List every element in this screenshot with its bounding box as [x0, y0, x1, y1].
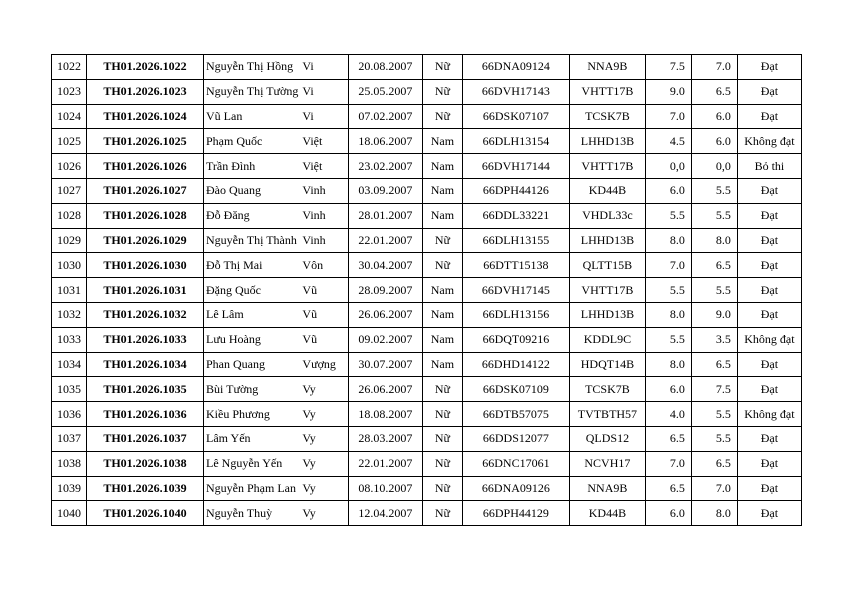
last-middle-name-cell: Phan Quang	[204, 352, 301, 377]
table-row	[52, 203, 802, 228]
score-1-cell: 6.0	[645, 377, 691, 402]
result-cell: Đạt	[737, 302, 801, 327]
first-name-cell: Vượng	[300, 352, 348, 377]
result-cell: Đạt	[737, 476, 801, 501]
row-number-cell: 1035	[52, 377, 87, 402]
row-number-cell: 1025	[52, 129, 87, 154]
score-1-cell: 5.5	[645, 203, 691, 228]
score-1-cell: 8.0	[645, 302, 691, 327]
result-cell: Đạt	[737, 352, 801, 377]
gender-cell: Nữ	[422, 476, 462, 501]
last-middle-name-cell: Lê Nguyễn Yến	[204, 451, 301, 476]
score-2-cell: 6.5	[691, 352, 737, 377]
row-number-cell: 1026	[52, 154, 87, 179]
result-cell: Bỏ thi	[737, 154, 801, 179]
result-cell: Đạt	[737, 426, 801, 451]
table-row	[52, 129, 802, 154]
row-number-cell: 1031	[52, 278, 87, 303]
row-number-cell: 1029	[52, 228, 87, 253]
row-number-cell: 1022	[52, 55, 87, 80]
gender-cell: Nữ	[422, 377, 462, 402]
candidate-id-cell: TH01.2026.1022	[87, 55, 204, 80]
score-2-cell: 5.5	[691, 203, 737, 228]
result-cell: Đạt	[737, 55, 801, 80]
candidate-id-cell: TH01.2026.1024	[87, 104, 204, 129]
last-middle-name-cell: Trần Đình	[204, 154, 301, 179]
date-of-birth-cell: 12.04.2007	[348, 501, 422, 526]
result-cell: Đạt	[737, 253, 801, 278]
result-cell: Không đạt	[737, 327, 801, 352]
last-middle-name-cell: Đào Quang	[204, 178, 301, 203]
score-2-cell: 8.0	[691, 501, 737, 526]
student-code-cell: 66DVH17145	[462, 278, 569, 303]
result-cell: Đạt	[737, 451, 801, 476]
first-name-cell: Vy	[300, 451, 348, 476]
gender-cell: Nữ	[422, 451, 462, 476]
candidate-id-cell: TH01.2026.1034	[87, 352, 204, 377]
result-cell: Không đạt	[737, 129, 801, 154]
first-name-cell: Việt	[300, 129, 348, 154]
table-row	[52, 278, 802, 303]
gender-cell: Nữ	[422, 79, 462, 104]
row-number-cell: 1036	[52, 402, 87, 427]
candidate-id-cell: TH01.2026.1023	[87, 79, 204, 104]
gender-cell: Nữ	[422, 253, 462, 278]
score-2-cell: 7.5	[691, 377, 737, 402]
date-of-birth-cell: 22.01.2007	[348, 451, 422, 476]
table-row	[52, 352, 802, 377]
gender-cell: Nữ	[422, 104, 462, 129]
score-1-cell: 8.0	[645, 352, 691, 377]
gender-cell: Nam	[422, 352, 462, 377]
student-code-cell: 66DTB57075	[462, 402, 569, 427]
gender-cell: Nam	[422, 302, 462, 327]
table-row	[52, 451, 802, 476]
score-1-cell: 7.5	[645, 55, 691, 80]
date-of-birth-cell: 08.10.2007	[348, 476, 422, 501]
table-row	[52, 302, 802, 327]
score-1-cell: 5.5	[645, 278, 691, 303]
result-cell: Đạt	[737, 104, 801, 129]
row-number-cell: 1027	[52, 178, 87, 203]
student-code-cell: 66DLH13156	[462, 302, 569, 327]
first-name-cell: Vi	[300, 79, 348, 104]
result-cell: Đạt	[737, 203, 801, 228]
last-middle-name-cell: Nguyễn Thị Hồng	[204, 55, 301, 80]
student-code-cell: 66DPH44129	[462, 501, 569, 526]
score-2-cell: 5.5	[691, 426, 737, 451]
date-of-birth-cell: 26.06.2007	[348, 302, 422, 327]
first-name-cell: Vôn	[300, 253, 348, 278]
student-code-cell: 66DLH13155	[462, 228, 569, 253]
gender-cell: Nữ	[422, 228, 462, 253]
student-code-cell: 66DDS12077	[462, 426, 569, 451]
row-number-cell: 1032	[52, 302, 87, 327]
score-1-cell: 6.5	[645, 426, 691, 451]
table-row	[52, 253, 802, 278]
date-of-birth-cell: 28.09.2007	[348, 278, 422, 303]
candidate-id-cell: TH01.2026.1027	[87, 178, 204, 203]
score-2-cell: 6.5	[691, 253, 737, 278]
result-cell: Đạt	[737, 501, 801, 526]
table-row	[52, 402, 802, 427]
score-2-cell: 0,0	[691, 154, 737, 179]
table-row	[52, 104, 802, 129]
last-middle-name-cell: Vũ Lan	[204, 104, 301, 129]
candidate-id-cell: TH01.2026.1032	[87, 302, 204, 327]
table-row	[52, 178, 802, 203]
class-code-cell: LHHD13B	[569, 228, 645, 253]
first-name-cell: Vi	[300, 55, 348, 80]
candidate-id-cell: TH01.2026.1026	[87, 154, 204, 179]
date-of-birth-cell: 09.02.2007	[348, 327, 422, 352]
last-middle-name-cell: Bùi Tường	[204, 377, 301, 402]
score-2-cell: 7.0	[691, 55, 737, 80]
table-row	[52, 501, 802, 526]
student-code-cell: 66DQT09216	[462, 327, 569, 352]
first-name-cell: Vy	[300, 501, 348, 526]
student-code-cell: 66DVH17144	[462, 154, 569, 179]
student-code-cell: 66DTT15138	[462, 253, 569, 278]
candidate-id-cell: TH01.2026.1036	[87, 402, 204, 427]
first-name-cell: Vi	[300, 104, 348, 129]
date-of-birth-cell: 25.05.2007	[348, 79, 422, 104]
candidate-id-cell: TH01.2026.1037	[87, 426, 204, 451]
class-code-cell: HDQT14B	[569, 352, 645, 377]
last-middle-name-cell: Lưu Hoàng	[204, 327, 301, 352]
class-code-cell: VHTT17B	[569, 79, 645, 104]
student-code-cell: 66DNC17061	[462, 451, 569, 476]
student-code-cell: 66DSK07107	[462, 104, 569, 129]
first-name-cell: Việt	[300, 154, 348, 179]
gender-cell: Nữ	[422, 55, 462, 80]
candidate-id-cell: TH01.2026.1025	[87, 129, 204, 154]
class-code-cell: LHHD13B	[569, 129, 645, 154]
gender-cell: Nam	[422, 178, 462, 203]
score-1-cell: 6.5	[645, 476, 691, 501]
class-code-cell: VHTT17B	[569, 278, 645, 303]
last-middle-name-cell: Lê Lâm	[204, 302, 301, 327]
first-name-cell: Vũ	[300, 327, 348, 352]
table-row	[52, 228, 802, 253]
student-code-cell: 66DNA09126	[462, 476, 569, 501]
class-code-cell: QLTT15B	[569, 253, 645, 278]
first-name-cell: Vinh	[300, 228, 348, 253]
score-1-cell: 6.0	[645, 501, 691, 526]
last-middle-name-cell: Phạm Quốc	[204, 129, 301, 154]
date-of-birth-cell: 20.08.2007	[348, 55, 422, 80]
row-number-cell: 1037	[52, 426, 87, 451]
last-middle-name-cell: Đỗ Thị Mai	[204, 253, 301, 278]
score-2-cell: 3.5	[691, 327, 737, 352]
score-2-cell: 6.0	[691, 129, 737, 154]
score-2-cell: 5.5	[691, 178, 737, 203]
last-middle-name-cell: Đỗ Đăng	[204, 203, 301, 228]
result-cell: Đạt	[737, 377, 801, 402]
score-1-cell: 8.0	[645, 228, 691, 253]
gender-cell: Nữ	[422, 501, 462, 526]
student-code-cell: 66DSK07109	[462, 377, 569, 402]
score-2-cell: 8.0	[691, 228, 737, 253]
gender-cell: Nam	[422, 278, 462, 303]
table-row	[52, 79, 802, 104]
results-table	[51, 54, 802, 526]
row-number-cell: 1040	[52, 501, 87, 526]
gender-cell: Nam	[422, 203, 462, 228]
date-of-birth-cell: 26.06.2007	[348, 377, 422, 402]
candidate-id-cell: TH01.2026.1029	[87, 228, 204, 253]
gender-cell: Nam	[422, 129, 462, 154]
score-1-cell: 6.0	[645, 178, 691, 203]
first-name-cell: Vũ	[300, 278, 348, 303]
date-of-birth-cell: 03.09.2007	[348, 178, 422, 203]
first-name-cell: Vy	[300, 377, 348, 402]
gender-cell: Nữ	[422, 402, 462, 427]
gender-cell: Nam	[422, 154, 462, 179]
score-1-cell: 9.0	[645, 79, 691, 104]
student-code-cell: 66DPH44126	[462, 178, 569, 203]
row-number-cell: 1033	[52, 327, 87, 352]
table-row	[52, 476, 802, 501]
class-code-cell: VHTT17B	[569, 154, 645, 179]
row-number-cell: 1028	[52, 203, 87, 228]
class-code-cell: KDDL9C	[569, 327, 645, 352]
score-2-cell: 5.5	[691, 278, 737, 303]
date-of-birth-cell: 28.03.2007	[348, 426, 422, 451]
date-of-birth-cell: 18.06.2007	[348, 129, 422, 154]
score-2-cell: 6.5	[691, 79, 737, 104]
class-code-cell: KD44B	[569, 501, 645, 526]
score-1-cell: 0,0	[645, 154, 691, 179]
class-code-cell: NCVH17	[569, 451, 645, 476]
last-middle-name-cell: Nguyễn Thị Thành	[204, 228, 301, 253]
score-1-cell: 5.5	[645, 327, 691, 352]
last-middle-name-cell: Nguyễn Phạm Lan	[204, 476, 301, 501]
result-cell: Đạt	[737, 228, 801, 253]
date-of-birth-cell: 23.02.2007	[348, 154, 422, 179]
candidate-id-cell: TH01.2026.1039	[87, 476, 204, 501]
row-number-cell: 1024	[52, 104, 87, 129]
class-code-cell: TVTBTH57	[569, 402, 645, 427]
first-name-cell: Vinh	[300, 178, 348, 203]
first-name-cell: Vy	[300, 476, 348, 501]
score-2-cell: 6.5	[691, 451, 737, 476]
candidate-id-cell: TH01.2026.1038	[87, 451, 204, 476]
last-middle-name-cell: Đặng Quốc	[204, 278, 301, 303]
date-of-birth-cell: 18.08.2007	[348, 402, 422, 427]
row-number-cell: 1039	[52, 476, 87, 501]
student-code-cell: 66DDL33221	[462, 203, 569, 228]
score-2-cell: 9.0	[691, 302, 737, 327]
candidate-id-cell: TH01.2026.1031	[87, 278, 204, 303]
table-row	[52, 426, 802, 451]
date-of-birth-cell: 07.02.2007	[348, 104, 422, 129]
result-cell: Không đạt	[737, 402, 801, 427]
candidate-id-cell: TH01.2026.1035	[87, 377, 204, 402]
last-middle-name-cell: Lâm Yến	[204, 426, 301, 451]
score-2-cell: 7.0	[691, 476, 737, 501]
class-code-cell: NNA9B	[569, 55, 645, 80]
first-name-cell: Vũ	[300, 302, 348, 327]
candidate-id-cell: TH01.2026.1030	[87, 253, 204, 278]
class-code-cell: NNA9B	[569, 476, 645, 501]
candidate-id-cell: TH01.2026.1028	[87, 203, 204, 228]
table-row	[52, 55, 802, 80]
candidate-id-cell: TH01.2026.1033	[87, 327, 204, 352]
student-code-cell: 66DVH17143	[462, 79, 569, 104]
class-code-cell: TCSK7B	[569, 104, 645, 129]
last-middle-name-cell: Nguyễn Thuỳ	[204, 501, 301, 526]
first-name-cell: Vy	[300, 426, 348, 451]
last-middle-name-cell: Kiều Phương	[204, 402, 301, 427]
gender-cell: Nam	[422, 327, 462, 352]
first-name-cell: Vinh	[300, 203, 348, 228]
candidate-id-cell: TH01.2026.1040	[87, 501, 204, 526]
row-number-cell: 1034	[52, 352, 87, 377]
table-row	[52, 377, 802, 402]
gender-cell: Nữ	[422, 426, 462, 451]
score-1-cell: 4.0	[645, 402, 691, 427]
student-code-cell: 66DLH13154	[462, 129, 569, 154]
score-1-cell: 4.5	[645, 129, 691, 154]
row-number-cell: 1030	[52, 253, 87, 278]
first-name-cell: Vy	[300, 402, 348, 427]
score-1-cell: 7.0	[645, 451, 691, 476]
class-code-cell: QLDS12	[569, 426, 645, 451]
score-2-cell: 6.0	[691, 104, 737, 129]
date-of-birth-cell: 22.01.2007	[348, 228, 422, 253]
result-cell: Đạt	[737, 79, 801, 104]
table-row	[52, 327, 802, 352]
class-code-cell: VHDL33c	[569, 203, 645, 228]
result-cell: Đạt	[737, 178, 801, 203]
date-of-birth-cell: 30.04.2007	[348, 253, 422, 278]
class-code-cell: KD44B	[569, 178, 645, 203]
class-code-cell: TCSK7B	[569, 377, 645, 402]
class-code-cell: LHHD13B	[569, 302, 645, 327]
table-row	[52, 154, 802, 179]
score-1-cell: 7.0	[645, 104, 691, 129]
score-2-cell: 5.5	[691, 402, 737, 427]
student-code-cell: 66DHD14122	[462, 352, 569, 377]
score-1-cell: 7.0	[645, 253, 691, 278]
student-code-cell: 66DNA09124	[462, 55, 569, 80]
result-cell: Đạt	[737, 278, 801, 303]
date-of-birth-cell: 30.07.2007	[348, 352, 422, 377]
row-number-cell: 1023	[52, 79, 87, 104]
date-of-birth-cell: 28.01.2007	[348, 203, 422, 228]
last-middle-name-cell: Nguyễn Thị Tường	[204, 79, 301, 104]
row-number-cell: 1038	[52, 451, 87, 476]
